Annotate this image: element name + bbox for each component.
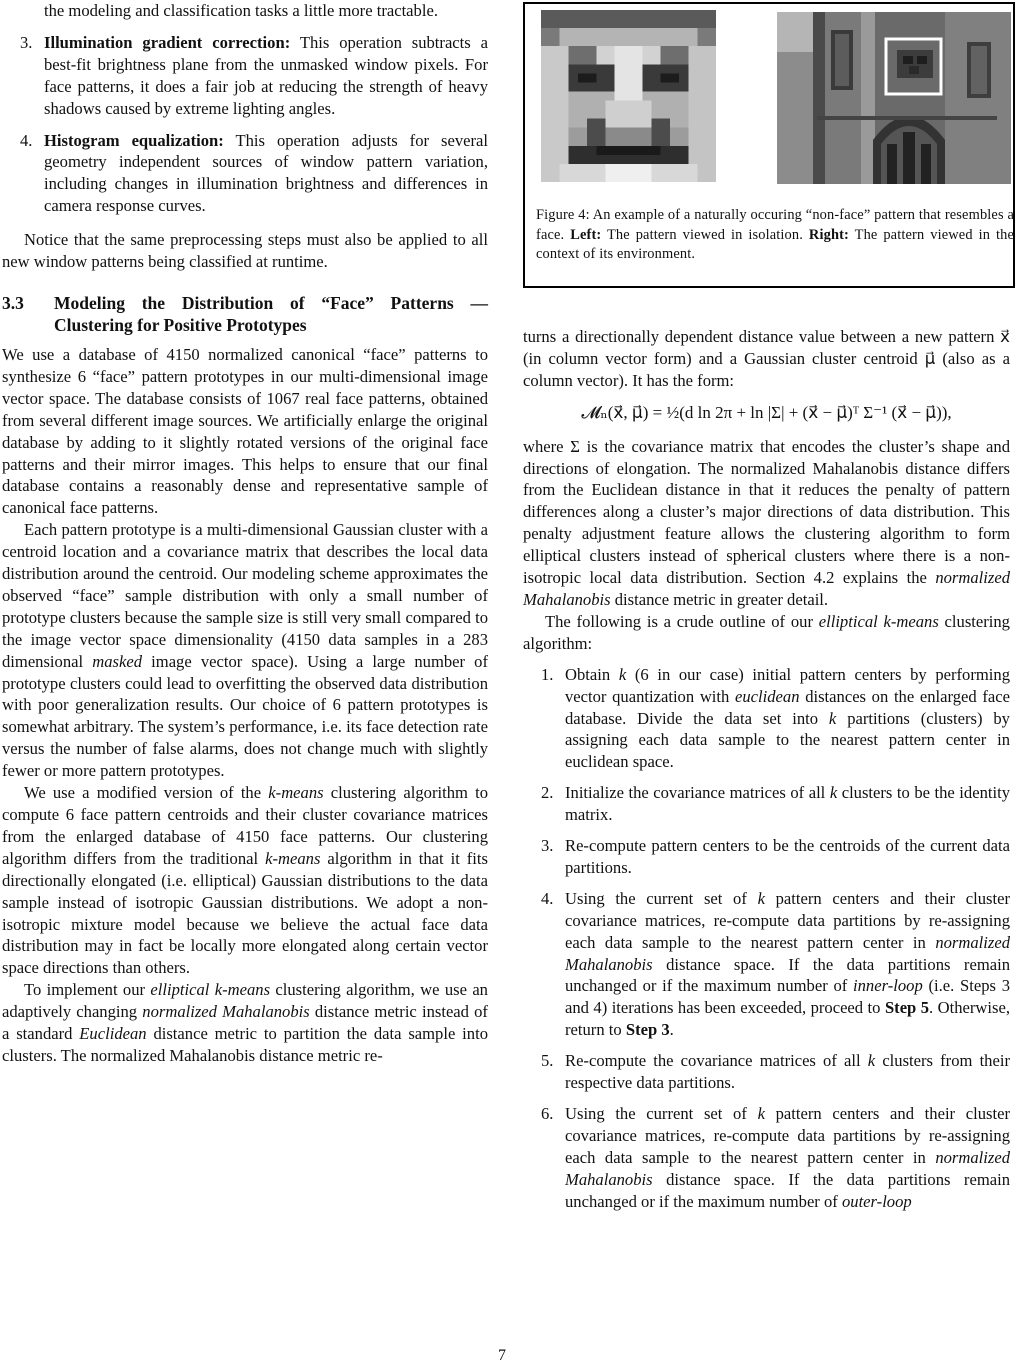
algorithm-step-6: 6. Using the current set of k pattern centers and their cluster covariance matrices, re-compute data partitions by re-assigning each data sample to the nearest pattern center in normalized Mahalanobis distance space. If the data partitions remain unchanged or if the maximum number of outer-loop <box>541 1104 1011 1211</box>
caption-left-label: Left: <box>570 226 602 243</box>
figure-caption <box>536 206 1014 265</box>
list-item-4 <box>2 130 488 218</box>
paragraph-3: We use a modified version of the k-means clustering algorithm to compute 6 face pattern centroids and their cluster covariance matrices from the enlarged database of 4150 face patterns. Our clustering algorithm differs from the traditional k-means algorithm in that it fits directionally elongated (i.e. elliptical) Gaussian distributions to the data sample instead of isotropic Gaussian distributions. We adopt a non-isotropic mixture model because we believe the actual face data distribution may in fact be locally more elongated along certain vector space directions than others. <box>2 783 488 978</box>
continuation-text: the modeling and classification tasks a little more tractable. <box>44 1 438 20</box>
paragraph-5: turns a directionally dependent distance value between a new pattern x⃗ (in column vector form) and a Gaussian cluster centroid μ⃗ (also as a column vector). It has the form: <box>523 327 1010 390</box>
paragraph-1: We use a database of 4150 normalized canonical “face” patterns to synthesize 6 “face” pattern prototypes in our multi-dimensional image vector space. The database consists of 1067 real face patterns, obtained from several different image sources. We artificially enlarge the original database by adding to it slightly rotated versions of the original face patterns and their mirror images. This helps to ensure that our final database contains a reasonably dense and representative sample of canonical face patterns. <box>2 344 488 518</box>
section-heading <box>2 292 488 336</box>
caption-intro: An example of a naturally occuring “non-face” pattern that resembles a face. <box>536 207 1015 243</box>
page-number: 7 <box>498 1347 506 1364</box>
paragraph-6: where Σ is the covariance matrix that encodes the cluster’s shape and directions of elongation. The normalized Mahalanobis distance differs from the Euclidean distance in that it reduces the penalty of pattern differences along a cluster’s major directions of data distribution. This penalty adjustment feature allows the clustering algorithm to form elliptical clusters instead of spherical clusters where there is a non-isotropic local data distribution. Section 4.2 explains the normalized Mahalanobis distance metric in greater detail. <box>523 436 1010 609</box>
caption-right-text: The pattern viewed in the context of its environment. <box>536 226 1015 263</box>
building-context-image <box>777 12 1011 184</box>
mahalanobis-equation: 𝓜ₙ(x⃗, μ⃗) = ½(d ln 2π + ln |Σ| + (x⃗ − μ⃗)ᵀ Σ⁻¹ (x⃗ − μ⃗)), <box>581 402 952 422</box>
paragraph-7: The following is a crude outline of our elliptical k-means clustering algorithm: <box>523 611 1010 653</box>
list-number: 4. <box>20 130 33 150</box>
item-text: This operation adjusts for several geometry independent sources of window pattern variation, including changes in illumination brightness and differences in camera response curves. <box>44 130 488 216</box>
list-number: 3. <box>20 32 33 52</box>
paragraph-2: Each pattern prototype is a multi-dimensional Gaussian cluster with a centroid location and a covariance matrix that describes the local data distribution around the centroid. Our modeling scheme approximates the observed “face” sample distribution with only a small number of prototype clusters because the sample size is still very small compared to the image vector space dimensionality (4150 data samples in a 283 dimensional masked image vector space). Using a large number of prototype clusters could lead to overfitting the observed data distribution with poor generalization results. Our choice of 6 pattern prototypes is somewhat arbitrary. The system’s performance, i.e. its face detection rate versus the number of false alarms, does not change much with slightly fewer or more pattern prototypes. <box>2 520 489 781</box>
figure-4 <box>523 2 1015 288</box>
algorithm-step-4: 4. Using the current set of k pattern centers and their cluster covariance matrices, re-compute data partitions by re-assigning each data sample to the nearest pattern center in normalized Mahalanobis distance space. If the data partitions remain unchanged or if the maximum number of inner-loop (i.e. Steps 3 and 4) iterations has been exceeded, proceed to Step 5. Otherwise, return to Step 3. <box>541 888 1011 1040</box>
caption-label: Figure 4: <box>536 207 590 223</box>
algorithm-steps <box>523 664 1010 1213</box>
preprocessing-list <box>2 0 488 217</box>
section-title: Modeling the Distribution of “Face” Patterns — Clustering for Positive Prototypes <box>54 292 488 335</box>
isolated-pattern-image <box>541 10 716 182</box>
caption-right-label: Right: <box>808 226 849 243</box>
paragraph-notice: Notice that the same preprocessing steps must also be applied to all new window patterns being classified at runtime. <box>2 230 488 272</box>
algorithm-step-1: 1. Obtain k (6 in our case) initial pattern centers by performing vector quantization with euclidean distances on the enlarged face database. Divide the data set into k partitions (clusters) by assigning each data sample to the nearest pattern center in euclidean space. <box>541 664 1010 772</box>
algorithm-step-5: 5. Re-compute the covariance matrices of all k clusters from their respective data partitions. <box>541 1051 1010 1093</box>
right-column <box>523 326 1010 1222</box>
list-item-2-continuation <box>2 0 488 22</box>
left-column <box>2 0 488 1067</box>
paragraph-4: To implement our elliptical k-means clustering algorithm, we use an adaptively changing normalized Mahalanobis distance metric instead of a standard Euclidean distance metric to partition the data sample into clusters. The normalized Mahalanobis distance metric re- <box>2 980 488 1065</box>
item-title: Illumination gradient correction: <box>44 32 291 52</box>
section-number: 3.3 <box>2 292 24 313</box>
list-item-3 <box>2 32 488 120</box>
item-title: Histogram equalization: <box>44 130 224 150</box>
caption-left-text: The pattern viewed in isolation. <box>606 226 803 243</box>
algorithm-step-2: 2. Initialize the covariance matrices of all k clusters to be the identity matrix. <box>541 783 1010 825</box>
item-text: This operation subtracts a best-fit brightness plane from the unmasked window pixels. For face patterns, it does a fair job at reducing the strength of heavy shadows caused by extreme lighting angles. <box>44 32 488 118</box>
algorithm-step-3: 3. Re-compute pattern centers to be the centroids of the current data partitions. <box>541 836 1010 877</box>
